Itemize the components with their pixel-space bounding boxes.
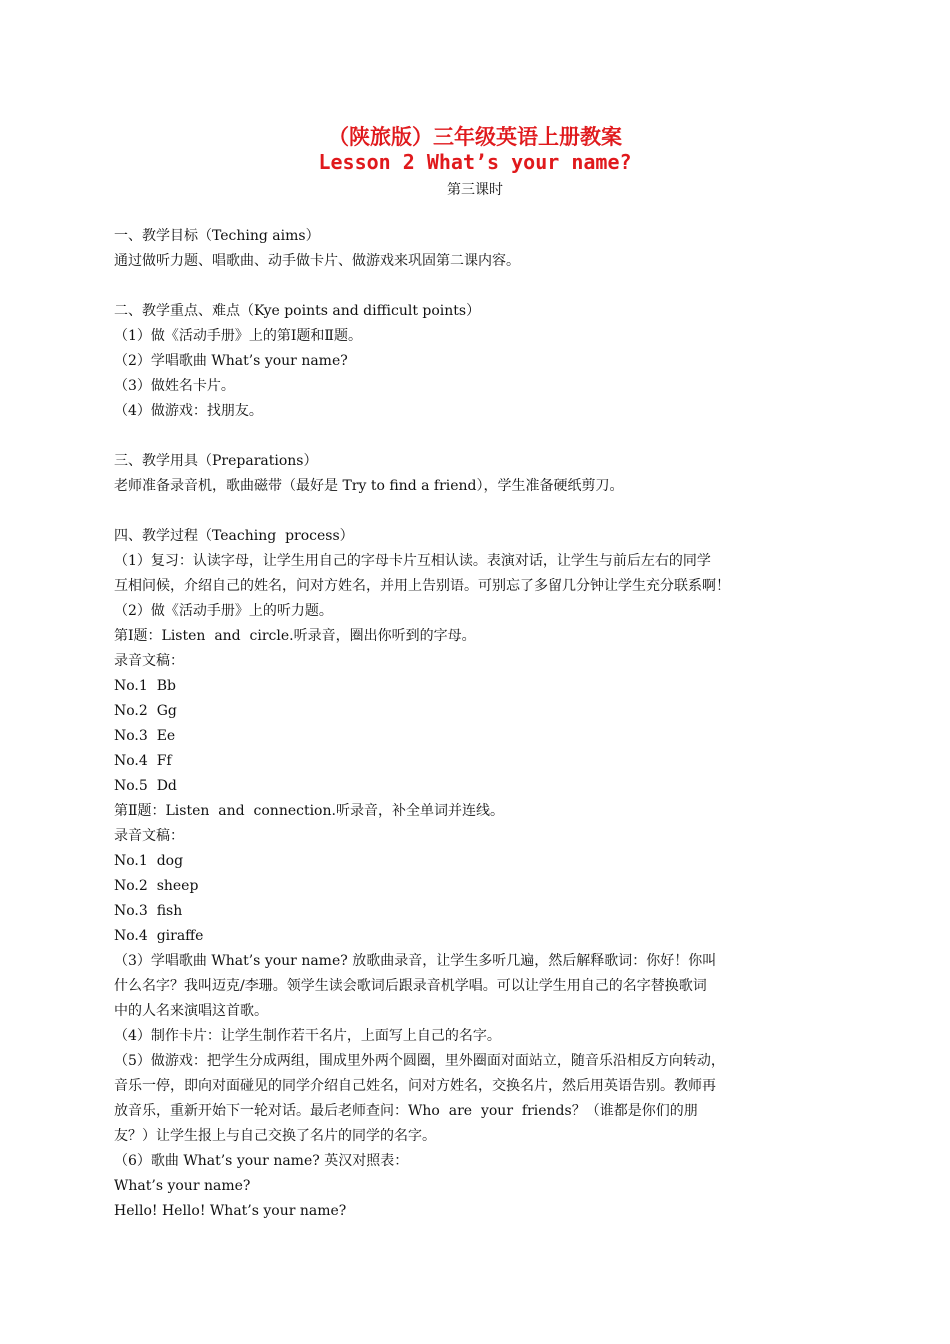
list-item: No.1 dog xyxy=(114,853,184,869)
list-item: No.2 Gg xyxy=(114,703,177,719)
list-item: （4）做游戏：找朋友。 xyxy=(114,403,263,419)
paragraph-line: 录音文稿： xyxy=(114,828,184,844)
paragraph-line: （1）复习：认读字母，让学生用自己的字母卡片互相认读。表演对话，让学生与前后左右的同学 xyxy=(114,553,711,569)
list-item: No.4 Ff xyxy=(114,753,172,769)
paragraph-line: （3）学唱歌曲 What’s your name? 放歌曲录音，让学生多听几遍，然后解释歌词：你好！你叫 xyxy=(114,953,717,969)
list-item: No.2 sheep xyxy=(114,878,199,894)
list-item: No.3 Ee xyxy=(114,728,176,744)
paragraph-line: （5）做游戏：把学生分成两组，围成里外两个圆圈，里外圈面对面站立，随音乐沿相反方向转动， xyxy=(114,1053,725,1069)
paragraph-line: 放音乐，重新开始下一轮对话。最后老师查问：Who are your friends？（谁都是你们的朋 xyxy=(114,1103,698,1119)
spacer xyxy=(114,424,854,449)
paragraph-line: （4）制作卡片：让学生制作若干名片，上面写上自己的名字。 xyxy=(114,1028,501,1044)
spacer xyxy=(114,499,854,524)
paragraph-line: （6）歌曲 What’s your name? 英汉对照表： xyxy=(114,1153,409,1169)
section-heading: 三、教学用具（Preparations） xyxy=(114,453,318,469)
spacer xyxy=(114,274,854,299)
list-item: （2）学唱歌曲 What’s your name? xyxy=(114,353,348,369)
section-heading: 一、教学目标（Teching aims） xyxy=(114,228,320,244)
section-heading: 四、教学过程（Teaching process） xyxy=(114,528,354,544)
paragraph-line: 中的人名来演唱这首歌。 xyxy=(114,1003,268,1019)
list-item: No.4 giraffe xyxy=(114,928,204,944)
paragraph-line: 第Ⅱ题：Listen and connection.听录音，补全单词并连线。 xyxy=(114,803,504,819)
paragraph-line: 音乐一停，即向对面碰见的同学介绍自己姓名，问对方姓名，交换名片，然后用英语告别。教师再 xyxy=(114,1078,716,1094)
lesson-title: Lesson 2 What’s your name? xyxy=(318,150,632,174)
paragraph-line: 录音文稿： xyxy=(114,653,184,669)
section-heading: 二、教学重点、难点（Kye points and difficult points） xyxy=(114,303,481,319)
song-line: What’s your name? xyxy=(114,1178,251,1194)
paragraph-line: 什么名字？我叫迈克/李珊。领学生读会歌词后跟录音机学唱。可以让学生用自己的名字替换歌词 xyxy=(114,978,707,994)
paragraph-line: 老师准备录音机，歌曲磁带（最好是 Try to find a friend），学生准备硬纸剪刀。 xyxy=(114,478,624,494)
list-item: No.1 Bb xyxy=(114,678,176,694)
period-label: 第三课时 xyxy=(447,182,503,198)
paragraph-line: 通过做听力题、唱歌曲、动手做卡片、做游戏来巩固第二课内容。 xyxy=(114,253,520,269)
document-title: （陕旅版）三年级英语上册教案 xyxy=(328,124,622,149)
paragraph-line: 互相问候，介绍自己的姓名，问对方姓名，并用上告别语。可别忘了多留几分钟让学生充分联系啊！ xyxy=(114,578,730,594)
list-item: No.5 Dd xyxy=(114,778,177,794)
list-item: （3）做姓名卡片。 xyxy=(114,378,235,394)
song-line: Hello! Hello! What’s your name? xyxy=(114,1203,347,1219)
list-item: （1）做《活动手册》上的第Ⅰ题和Ⅱ题。 xyxy=(114,328,362,344)
paragraph-line: （2）做《活动手册》上的听力题。 xyxy=(114,603,333,619)
list-item: No.3 fish xyxy=(114,903,183,919)
paragraph-line: 友？）让学生报上与自己交换了名片的同学的名字。 xyxy=(114,1128,436,1144)
document-body xyxy=(114,224,854,1224)
paragraph-line: 第Ⅰ题：Listen and circle.听录音，圈出你听到的字母。 xyxy=(114,628,476,644)
